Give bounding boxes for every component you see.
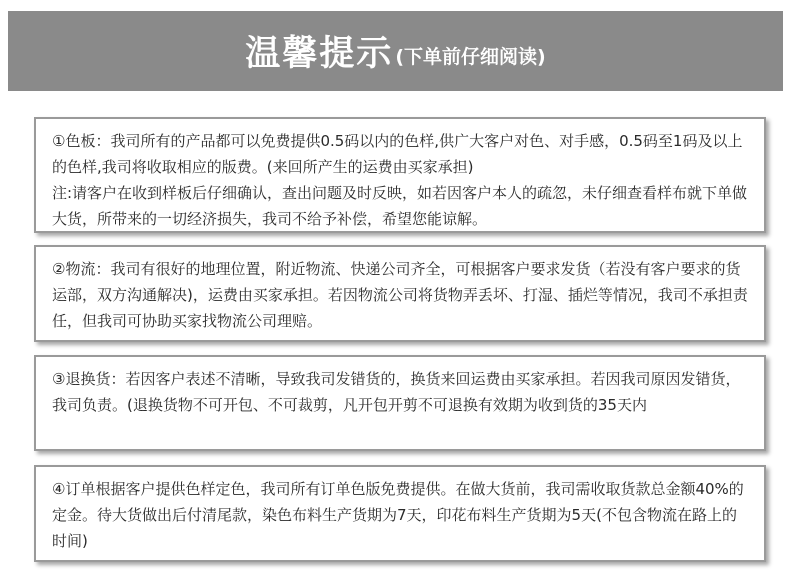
notice-text: ④订单根据客户提供色样定色，我司所有订单色版免费提供。在做大货前，我司需收取货款总金额40%的定金。待大货做出后付清尾款，染色布料生产货期为7天，印花布料生产货期为5天(不包含物流在路上的时间) <box>52 480 744 550</box>
notice-text: ③退换货：若因客户表述不清晰，导致我司发错货的，换货来回运费由买家承担。若因我司原因发错货，我司负责。(退换货物不可开包、不可裁剪，凡开包开剪不可退换有效期为收到货的35天内 <box>52 370 741 414</box>
notice-text: ②物流：我司有很好的地理位置，附近物流、快递公司齐全，可根据客户要求发货（若没有客户要求的货运部，双方沟通解决)，运费由买家承担。若因物流公司将货物弄丢坏、打湿、插烂等情况，我司不承担责任，但我司可协助买家找物流公司理赔。 <box>52 260 748 330</box>
notice-order-policy <box>34 465 766 562</box>
notice-return-policy <box>34 355 766 451</box>
notice-logistics-policy <box>34 245 766 342</box>
notice-text: ①色板：我司所有的产品都可以免费提供0.5码以内的色样,供广大客户对色、对手感，0.5码至1码及以上的色样,我司将收取相应的版费。(来回所产生的运费由买家承担) <box>52 132 743 176</box>
page-title: 温馨提示 <box>245 34 394 74</box>
header-banner <box>8 11 783 91</box>
notice-sample-policy <box>34 117 766 233</box>
page-subtitle: (下单前仔细阅读) <box>395 45 546 68</box>
notice-note: 注:请客户在收到样板后仔细确认，查出问题及时反映，如若因客户本人的疏忽，未仔细查看样布就下单做大货，所带来的一切经济损失，我司不给予补偿，希望您能谅解。 <box>52 184 748 228</box>
